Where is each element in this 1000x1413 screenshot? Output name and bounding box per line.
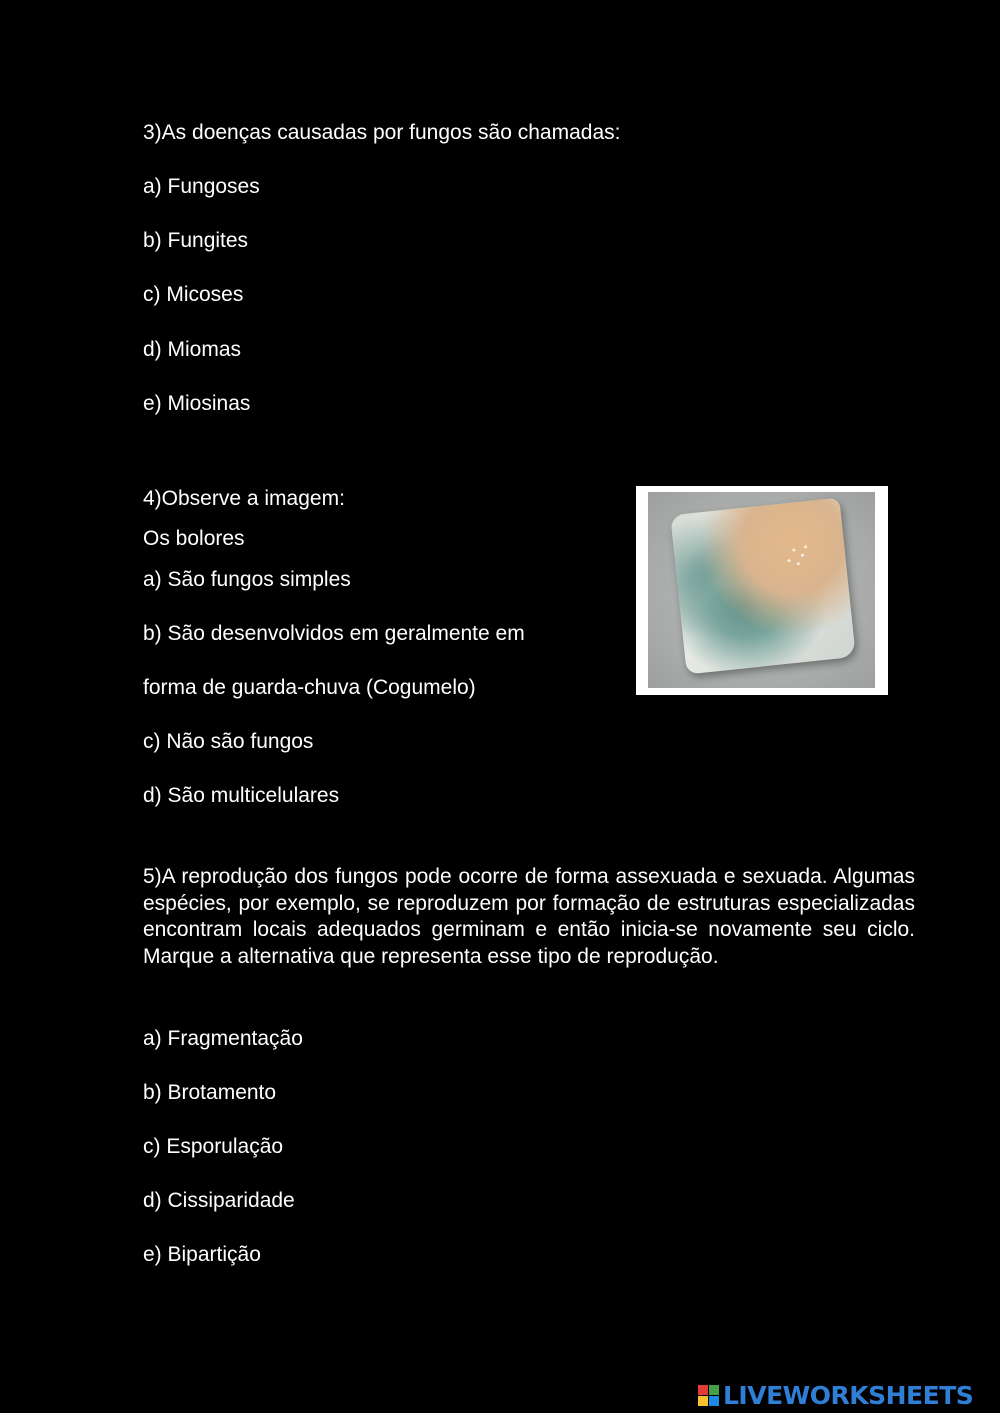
moldy-bread-photo xyxy=(648,492,875,688)
q5-option-d[interactable]: d) Cissiparidade xyxy=(143,1189,295,1212)
liveworksheets-logo[interactable] xyxy=(698,1381,973,1410)
q4-option-c[interactable]: c) Não são fungos xyxy=(143,730,314,753)
q4-question: 4)Observe a imagem: xyxy=(143,487,345,510)
liveworksheets-grid-icon xyxy=(698,1385,719,1406)
q3-option-e[interactable]: e) Miosinas xyxy=(143,392,251,415)
q5-option-c[interactable]: c) Esporulação xyxy=(143,1135,284,1158)
q4-option-b-continued[interactable]: forma de guarda-chuva (Cogumelo) xyxy=(143,676,476,699)
q4-subject: Os bolores xyxy=(143,527,245,550)
moldy-bread-photo-frame xyxy=(636,486,888,695)
q3-option-c[interactable]: c) Micoses xyxy=(143,283,244,306)
q5-option-e[interactable]: e) Bipartição xyxy=(143,1243,261,1266)
moldy-bread-shape xyxy=(670,498,856,675)
q3-option-d[interactable]: d) Miomas xyxy=(143,338,242,361)
q5-option-b[interactable]: b) Brotamento xyxy=(143,1081,277,1104)
q5-question: 5)A reprodução dos fungos pode ocorre de forma assexuada e sexuada. Algumas espécies, por exemplo, se reproduzem por formação de estruturas especializadas encontram locais adequados germinam e então inicia-se novamente seu ciclo. Marque a alternativa que representa esse tipo de reprodução. xyxy=(143,865,915,968)
q4-option-d[interactable]: d) São multicelulares xyxy=(143,784,340,807)
q4-option-b[interactable]: b) São desenvolvidos em geralmente em xyxy=(143,622,525,645)
q4-option-a[interactable]: a) São fungos simples xyxy=(143,568,351,591)
q3-option-b[interactable]: b) Fungites xyxy=(143,229,249,252)
q3-option-a[interactable]: a) Fungoses xyxy=(143,175,260,198)
q5-option-a[interactable]: a) Fragmentação xyxy=(143,1027,303,1050)
q3-question: 3)As doenças causadas por fungos são chamadas: xyxy=(143,121,621,144)
liveworksheets-brand: LIVEWORKSHEETS xyxy=(723,1381,974,1410)
